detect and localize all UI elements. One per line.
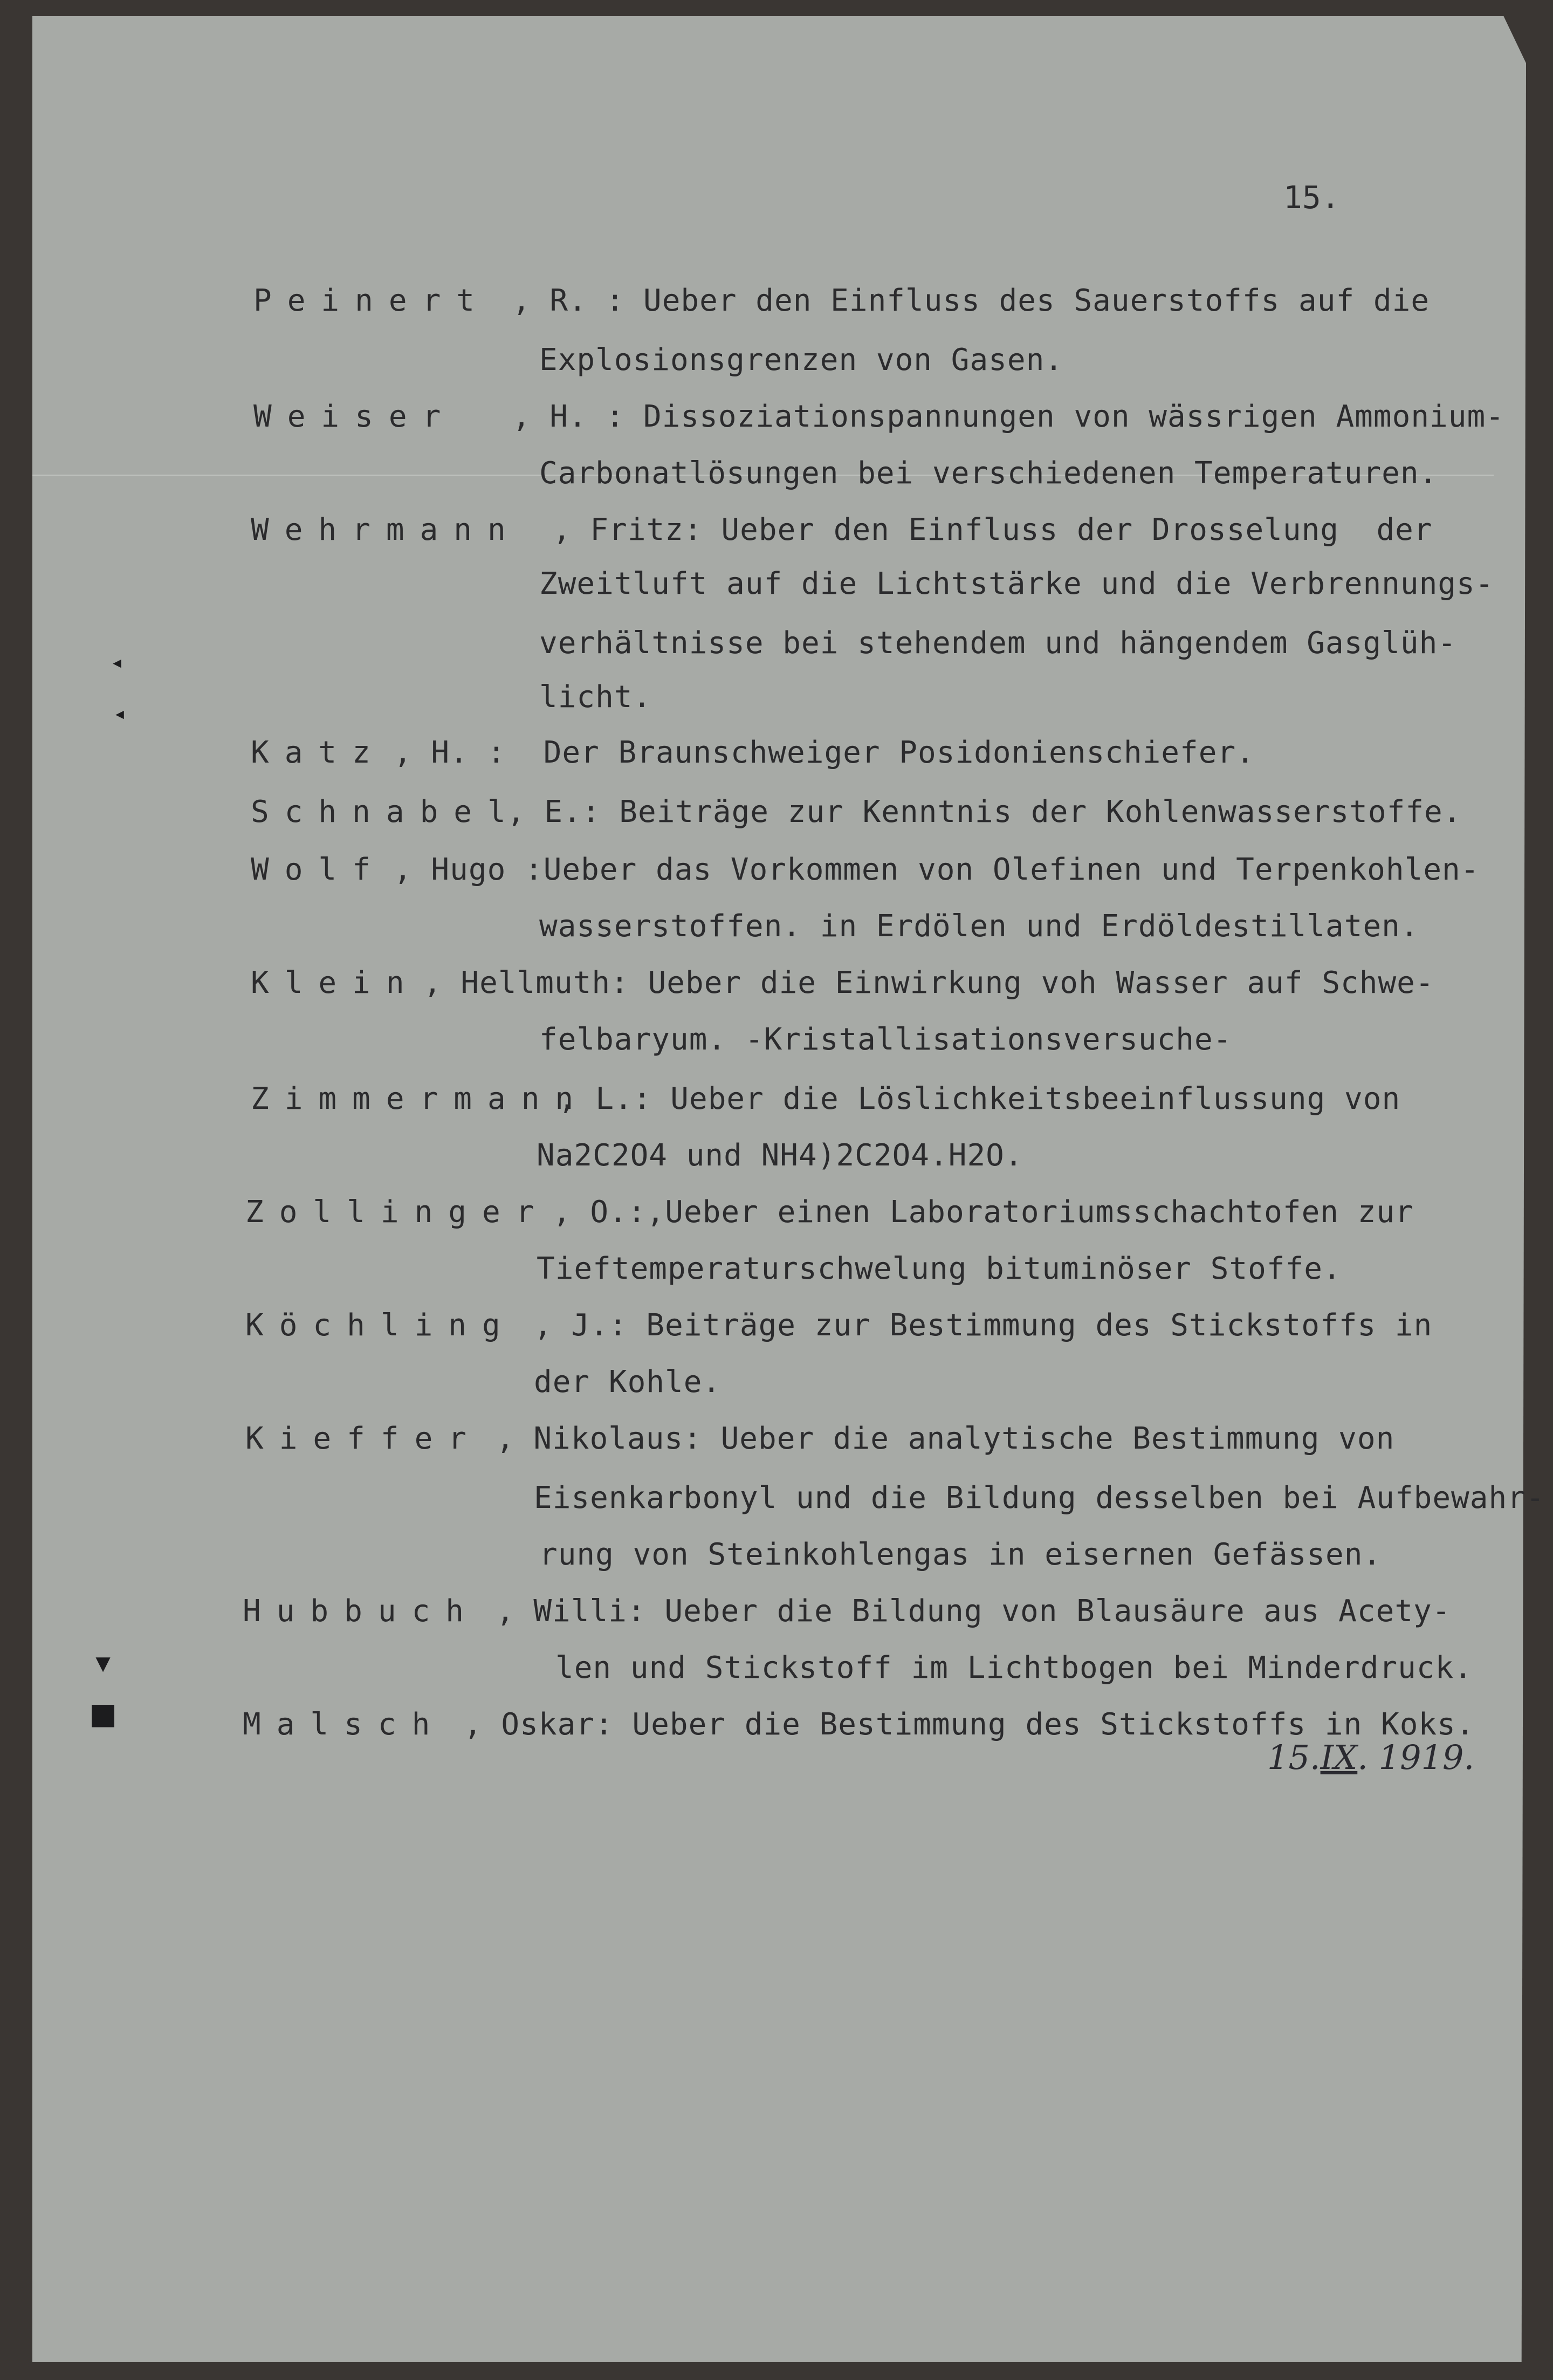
- entry-continuation: len und Stickstoff im Lichtbogen bei Minderdruck.: [555, 1650, 1473, 1685]
- entry-surname: Klein: [251, 965, 420, 1000]
- entry-continuation: verhältnisse bei stehendem und hängendem Gasglüh-: [539, 626, 1457, 661]
- entry-continuation: licht.: [539, 680, 652, 715]
- entry-title-line: , J.: Beiträge zur Bestimmung des Stickstoffs in: [534, 1308, 1433, 1343]
- entry-title-line: , Fritz: Ueber den Einfluss der Drosselung der: [553, 512, 1433, 547]
- entry-title-line: , O.:,Ueber einen Laboratoriumsschachtofen zur: [553, 1195, 1414, 1230]
- entry-title-line: , Hellmuth: Ueber die Einwirkung voh Wasser auf Schwe-: [423, 965, 1434, 1000]
- entry-title-line: , H. : Der Braunschweiger Posidonienschiefer.: [394, 735, 1255, 770]
- entry-surname: Wehrmann: [251, 512, 521, 547]
- entry-surname: Zimmermann: [251, 1081, 589, 1116]
- entry-continuation: der Kohle.: [534, 1364, 721, 1400]
- entry-title-line: , Hugo :Ueber das Vorkommen von Olefinen und Terpenkohlen-: [394, 852, 1480, 887]
- entry-continuation: Explosionsgrenzen von Gasen.: [539, 342, 1064, 378]
- margin-ink-mark: ■: [92, 1691, 115, 1735]
- entry-surname: Zollinger: [245, 1195, 550, 1230]
- entry-continuation: felbaryum. -Kristallisationsversuche-: [539, 1022, 1232, 1057]
- margin-arrow-mark: ◂: [111, 650, 124, 675]
- entry-continuation: rung von Steinkohlengas in eisernen Gefässen.: [539, 1537, 1382, 1572]
- entry-title-line: , Nikolaus: Ueber die analytische Bestimmung von: [496, 1421, 1395, 1456]
- date-month: IX: [1320, 1738, 1358, 1777]
- margin-ink-mark: ▾: [92, 1640, 115, 1684]
- entry-surname: Malsch: [243, 1707, 446, 1742]
- entry-surname: Peinert: [253, 283, 491, 318]
- entry-continuation: Na2C2O4 und NH4)2C2O4.H2O.: [537, 1138, 1023, 1173]
- entry-title-line: , E.: Beiträge zur Kenntnis der Kohlenwasserstoffe.: [507, 794, 1462, 829]
- entry-title-line: , R. : Ueber den Einfluss des Sauerstoffs auf die: [512, 283, 1430, 318]
- entry-title-line: , Willi: Ueber die Bildung von Blausäure aus Acety-: [496, 1594, 1451, 1629]
- date-year: . 1919.: [1357, 1738, 1475, 1777]
- entry-title-line: , H. : Dissoziationspannungen von wässrigen Ammonium-: [512, 399, 1504, 434]
- entry-surname: Weiser: [253, 399, 457, 434]
- entry-title-line: , L.: Ueber die Löslichkeitsbeeinflussung von: [558, 1081, 1401, 1116]
- entry-surname: Katz: [251, 735, 386, 770]
- entry-continuation: wasserstoffen. in Erdölen und Erdöldestillaten.: [539, 909, 1419, 944]
- entry-continuation: Tieftemperaturschwelung bituminöser Stoffe.: [537, 1251, 1342, 1286]
- entry-continuation: Carbonatlösungen bei verschiedenen Temperaturen.: [539, 456, 1438, 491]
- entry-surname: Köchling: [245, 1308, 516, 1343]
- date-day: 15.: [1267, 1738, 1321, 1777]
- entry-title-line: , Oskar: Ueber die Bestimmung des Stickstoffs in Koks.: [464, 1707, 1475, 1742]
- handwritten-date: [1267, 1738, 1474, 1777]
- entry-surname: Hubbuch: [243, 1594, 480, 1629]
- entry-continuation: Zweitluft auf die Lichtstärke und die Verbrennungs-: [539, 566, 1494, 601]
- entry-surname: Schnabel: [251, 794, 521, 829]
- entry-surname: Kieffer: [245, 1421, 483, 1456]
- entry-continuation: Eisenkarbonyl und die Bildung desselben bei Aufbewahr-: [534, 1480, 1545, 1515]
- entry-surname: Wolf: [251, 852, 386, 887]
- margin-arrow-mark: ◂: [113, 701, 127, 726]
- page-number: 15.: [1283, 179, 1340, 216]
